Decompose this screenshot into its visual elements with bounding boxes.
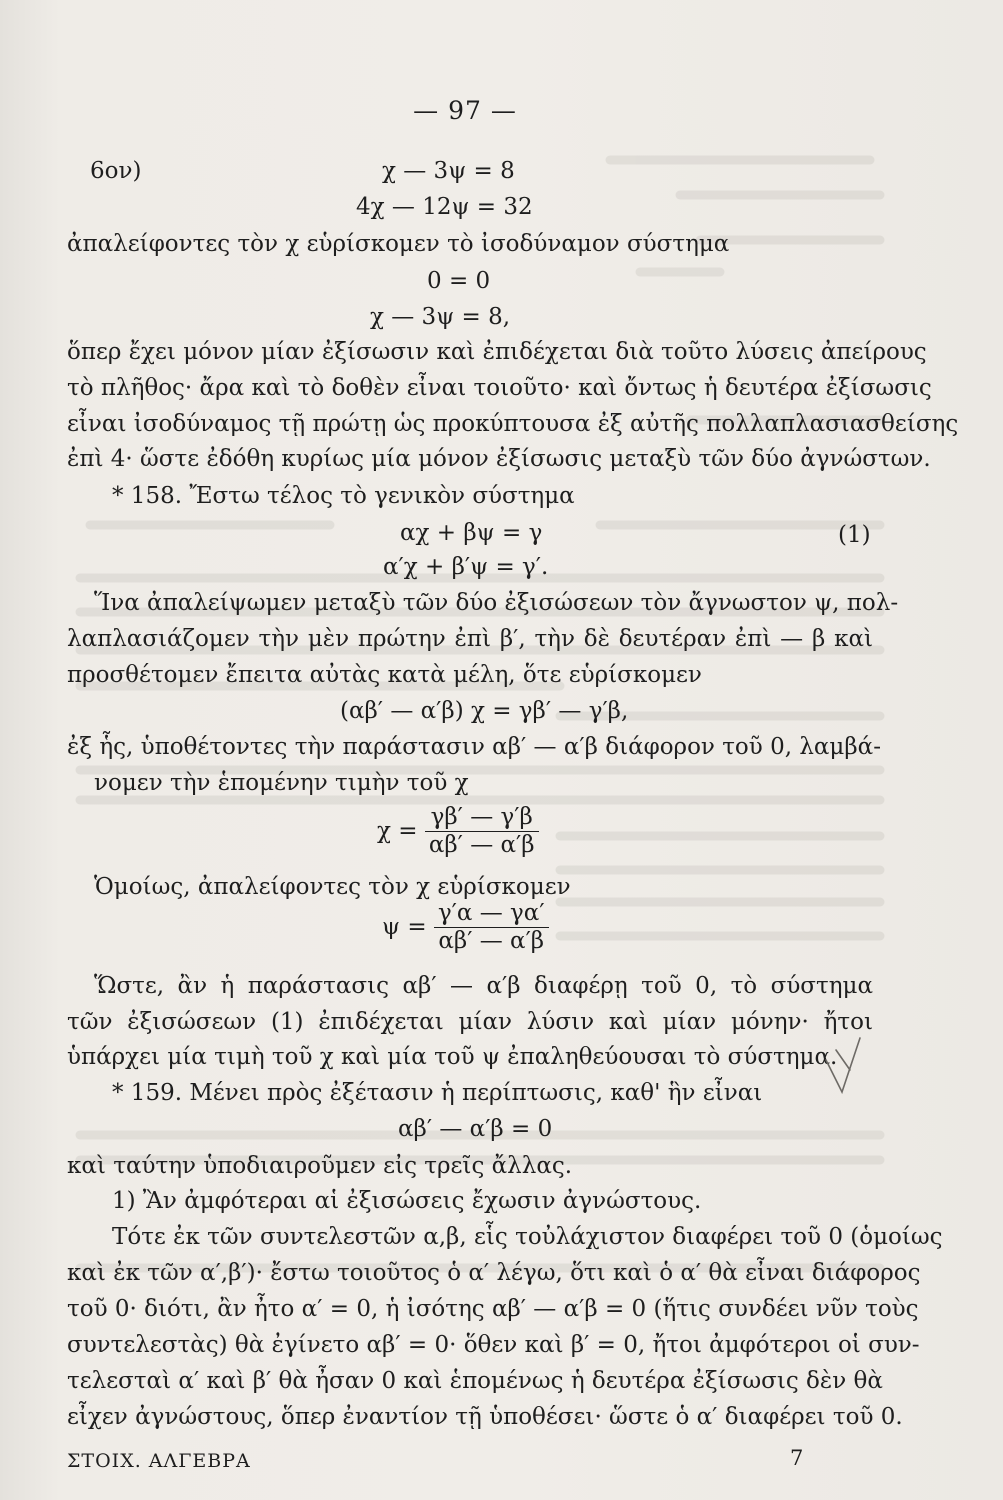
paragraph-line: Ὥστε, ἂν ἡ παράστασις αβ′ — α′β διαφέρῃ τοῦ 0, τὸ σύστημα — [94, 973, 873, 999]
equation-case6-2: 4χ — 12ψ = 32 — [356, 194, 533, 220]
fraction-x-numerator: γβ′ — γ′β — [425, 806, 539, 832]
book-title-footer: ΣΤΟΙΧ. ΑΛΓΕΒΡΑ — [67, 1450, 251, 1472]
paragraph-line: νομεν τὴν ἑπομένην τιμὴν τοῦ χ — [94, 770, 469, 796]
fraction-x — [377, 806, 539, 857]
paragraph-line: τελεσταὶ α′ καὶ β′ θὰ ἦσαν 0 καὶ ἑπομένως ἡ δευτέρα ἐξίσωσις δὲν θὰ — [67, 1368, 883, 1394]
pencil-mark-icon — [820, 1030, 870, 1100]
equation-zero: αβ′ — α′β = 0 — [398, 1116, 553, 1142]
fraction-x-body — [425, 806, 539, 857]
page-number: — 97 — — [413, 96, 517, 125]
fraction-y-denominator: αβ′ — α′β — [438, 928, 545, 954]
equation-general-2: α′χ + β′ψ = γ′. — [383, 554, 549, 580]
fraction-y — [382, 902, 549, 953]
equation-number: (1) — [838, 522, 871, 548]
paragraph-line: ὅπερ ἔχει μόνον μίαν ἐξίσωσιν καὶ ἐπιδέχεται διὰ τοῦτο λύσεις ἀπείρους — [67, 339, 927, 365]
fraction-y-body — [434, 902, 549, 953]
equation-case6-1: χ — 3ψ = 8 — [382, 158, 515, 184]
paragraph-line: τοῦ 0· διότι, ἂν ἦτο α′ = 0, ἡ ἰσότης αβ′ — α′β = 0 (ἥτις συνδέει νῦν τοὺς — [67, 1296, 919, 1322]
paragraph-line: Ἵνα ἀπαλείψωμεν μεταξὺ τῶν δύο ἐξισώσεων τὸν ἄγνωστον ψ, πολ- — [94, 590, 899, 616]
paragraph-line: τὸ πλῆθος· ἄρα καὶ τὸ δοθὲν εἶναι τοιοῦτο· καὶ ὄντως ἡ δευτέρα ἐξίσωσις — [67, 375, 932, 401]
fraction-x-lhs: χ = — [377, 818, 418, 844]
equation-general-1: αχ + βψ = γ — [400, 520, 543, 546]
equation-system-1: 0 = 0 — [427, 268, 491, 294]
text-line: καὶ ταύτην ὑποδιαιροῦμεν εἰς τρεῖς ἄλλας. — [67, 1153, 573, 1179]
fraction-y-numerator: γ′α — γα′ — [434, 902, 549, 928]
equation-elimination: (αβ′ — α′β) χ = γβ′ — γ′β, — [340, 698, 629, 724]
fraction-x-denominator: αβ′ — α′β — [428, 832, 535, 858]
paragraph-line: εἶχεν ἀγνώστους, ὅπερ ἐναντίον τῇ ὑποθέσει· ὥστε ὁ α′ διαφέρει τοῦ 0. — [67, 1404, 903, 1430]
text-line: ἀπαλείφοντες τὸν χ εὑρίσκομεν τὸ ἰσοδύναμον σύστημα — [67, 231, 730, 257]
equation-system-2: χ — 3ψ = 8, — [370, 304, 511, 330]
paragraph-line: προσθέτομεν ἔπειτα αὐτὰς κατὰ μέλη, ὅτε εὑρίσκομεν — [67, 662, 702, 688]
paragraph-line: ἐπὶ 4· ὥστε ἐδόθη κυρίως μία μόνον ἐξίσωσις μεταξὺ τῶν δύο ἀγνώστων. — [67, 446, 931, 472]
fraction-y-lhs: ψ = — [382, 914, 427, 940]
paragraph-line: λαπλασιάζομεν τὴν μὲν πρώτην ἐπὶ β′, τὴν δὲ δευτέραν ἐπὶ — β καὶ — [67, 626, 873, 652]
sheet-number: 7 — [790, 1446, 805, 1470]
section-158-heading: * 158. Ἔστω τέλος τὸ γενικὸν σύστημα — [112, 483, 575, 509]
section-159-heading: * 159. Μένει πρὸς ἐξέτασιν ἡ περίπτωσις, καθ' ἣν εἶναι — [112, 1080, 763, 1106]
paragraph-line: ἐξ ἧς, ὑποθέτοντες τὴν παράστασιν αβ′ — α′β διάφορον τοῦ 0, λαμβά- — [67, 734, 881, 760]
paragraph-line: συντελεστὰς) θὰ ἐγίνετο αβ′ = 0· ὅθεν καὶ β′ = 0, ἤτοι ἀμφότεροι οἱ συν- — [67, 1332, 920, 1358]
text-line: Ὁμοίως, ἀπαλείφοντες τὸν χ εὑρίσκομεν — [94, 874, 571, 900]
paragraph-line: ὑπάρχει μία τιμὴ τοῦ χ καὶ μία τοῦ ψ ἐπαληθεύουσαι τὸ σύστημα. — [67, 1044, 838, 1070]
case-1-heading: 1) Ἂν ἀμφότεραι αἱ ἐξισώσεις ἔχωσιν ἀγνώστους. — [112, 1188, 702, 1214]
paragraph-line: εἶναι ἰσοδύναμος τῇ πρώτῃ ὡς προκύπτουσα ἐξ αὐτῆς πολλαπλασιασθείσης — [67, 411, 959, 437]
paragraph-line: τῶν ἐξισώσεων (1) ἐπιδέχεται μίαν λύσιν καὶ μίαν μόνην· ἤτοι — [67, 1009, 873, 1035]
case-label: 6ον) — [90, 158, 142, 184]
paragraph-line: καὶ ἐκ τῶν α′,β′)· ἔστω τοιοῦτος ὁ α′ λέγω, ὅτι καὶ ὁ α′ θὰ εἶναι διάφορος — [67, 1260, 921, 1286]
paragraph-line: Τότε ἐκ τῶν συντελεστῶν α,β, εἷς τοὐλάχιστον διαφέρει τοῦ 0 (ὁμοίως — [112, 1224, 943, 1250]
